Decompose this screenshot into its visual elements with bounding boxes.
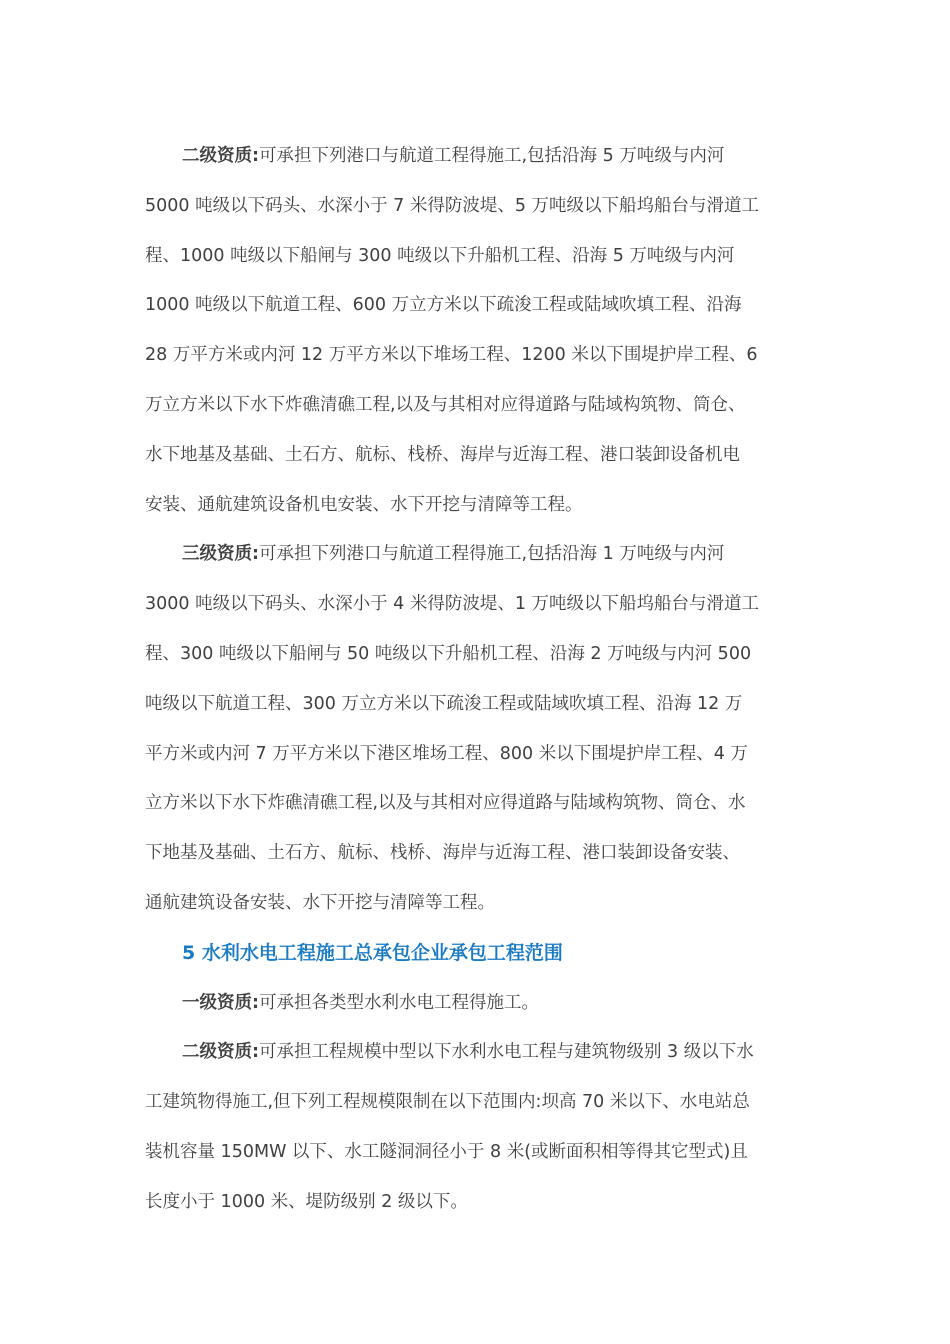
paragraph-line: 万立方米以下水下炸礁清礁工程,以及与其相对应得道路与陆域构筑物、筒仓、 bbox=[145, 394, 746, 415]
paragraph-line: 通航建筑设备安装、水下开挖与清障等工程。 bbox=[145, 892, 495, 913]
paragraph-line: 吨级以下航道工程、300 万立方米以下疏浚工程或陆域吹填工程、沿海 12 万 bbox=[145, 693, 743, 714]
paragraph-line: 可承担工程规模中型以下水利水电工程与建筑物级别 3 级以下水 bbox=[259, 1042, 754, 1063]
paragraph-line: 下地基及基础、土石方、航标、栈桥、海岸与近海工程、港口装卸设备安装、 bbox=[145, 843, 740, 864]
paragraph-line: 装机容量 150MW 以下、水工隧洞洞径小于 8 米(或断面积相等得其它型式)且 bbox=[145, 1141, 748, 1162]
paragraph-line: 长度小于 1000 米、堤防级别 2 级以下。 bbox=[145, 1191, 468, 1212]
paragraph-line: 水下地基及基础、土石方、航标、栈桥、海岸与近海工程、港口装卸设备机电 bbox=[145, 444, 740, 465]
grade-label: 一级资质: bbox=[182, 992, 259, 1013]
paragraph-grade3-port bbox=[145, 530, 810, 928]
paragraph-grade1-hydro bbox=[145, 979, 810, 1029]
section-heading: 5 水利水电工程施工总承包企业承包工程范围 bbox=[182, 941, 563, 964]
paragraph-line: 1000 吨级以下航道工程、600 万立方米以下疏浚工程或陆域吹填工程、沿海 bbox=[145, 295, 742, 316]
paragraph-line: 3000 吨级以下码头、水深小于 4 米得防波堤、1 万吨级以下船坞船台与滑道工 bbox=[145, 594, 760, 615]
paragraph-line: 可承担下列港口与航道工程得施工,包括沿海 1 万吨级与内河 bbox=[259, 544, 725, 565]
paragraph-line: 工建筑物得施工,但下列工程规模限制在以下范围内:坝高 70 米以下、水电站总 bbox=[145, 1092, 750, 1113]
paragraph-line: 立方米以下水下炸礁清礁工程,以及与其相对应得道路与陆域构筑物、筒仓、水 bbox=[145, 793, 746, 814]
paragraph-grade2-hydro bbox=[145, 1028, 810, 1227]
paragraph-line: 平方米或内河 7 万平方米以下港区堆场工程、800 米以下围堤护岸工程、4 万 bbox=[145, 743, 748, 764]
paragraph-line: 程、300 吨级以下船闸与 50 吨级以下升船机工程、沿海 2 万吨级与内河 500 bbox=[145, 643, 752, 664]
paragraph-line: 可承担下列港口与航道工程得施工,包括沿海 5 万吨级与内河 bbox=[259, 146, 725, 166]
paragraph-line: 程、1000 吨级以下船闸与 300 吨级以下升船机工程、沿海 5 万吨级与内河 bbox=[145, 245, 735, 266]
paragraph-line: 可承担各类型水利水电工程得施工。 bbox=[259, 992, 539, 1013]
paragraph-line: 安装、通航建筑设备机电安装、水下开挖与清障等工程。 bbox=[145, 494, 583, 515]
document-body bbox=[145, 132, 810, 1228]
paragraph-grade2-port bbox=[145, 132, 810, 530]
grade-label: 三级资质: bbox=[182, 544, 259, 565]
paragraph-line: 5000 吨级以下码头、水深小于 7 米得防波堤、5 万吨级以下船坞船台与滑道工 bbox=[145, 195, 760, 216]
grade-label: 二级资质: bbox=[182, 1042, 259, 1063]
paragraph-line: 28 万平方米或内河 12 万平方米以下堆场工程、1200 米以下围堤护岸工程、6 bbox=[145, 345, 758, 366]
grade-label: 二级资质: bbox=[182, 146, 259, 166]
